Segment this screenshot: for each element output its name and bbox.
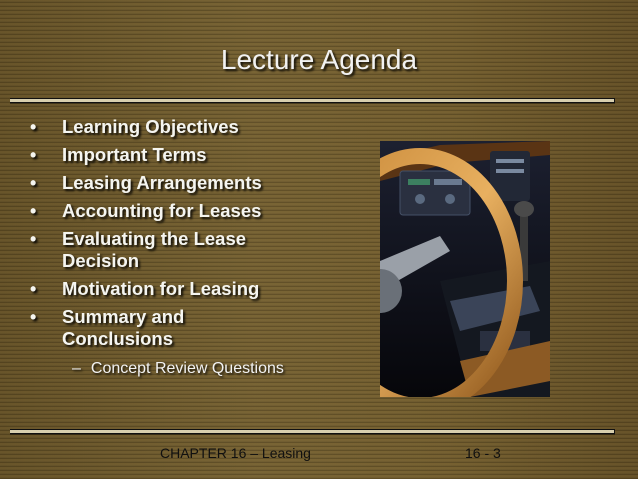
agenda-list [30,116,370,356]
agenda-item-accounting-for-leases [30,200,370,222]
bullet-icon: • [30,307,37,327]
sub-bullet-label: Concept Review Questions [90,360,284,377]
agenda-item-label: Learning Objectives [62,116,239,137]
bullet-icon: • [30,279,37,299]
agenda-item-label: Motivation for Leasing [62,278,260,299]
agenda-item-summary-conclusions [30,306,212,350]
bullet-icon: • [30,229,37,249]
footer-page-number: 16 - 3 [465,445,501,461]
sub-bullet-concept-review [72,360,284,378]
bullet-icon: • [30,201,37,221]
bullet-icon: • [30,173,37,193]
agenda-item-leasing-arrangements [30,172,370,194]
agenda-item-label: Evaluating the Lease Decision [62,228,247,271]
car-interior-photo [380,141,550,397]
dash-icon: – [72,360,81,377]
bullet-icon: • [30,145,37,165]
slide-title: Lecture Agenda [220,44,418,75]
agenda-item-label: Summary and Conclusions [62,306,185,349]
agenda-item-label: Leasing Arrangements [62,172,262,193]
agenda-item-label: Important Terms [62,144,207,165]
bullet-icon: • [30,117,37,137]
bottom-divider [10,429,615,434]
agenda-item-label: Accounting for Leases [62,200,262,221]
agenda-item-evaluating-lease-decision [30,228,292,272]
agenda-item-motivation-for-leasing [30,278,370,300]
agenda-item-learning-objectives [30,116,370,138]
top-divider [10,98,615,103]
agenda-item-important-terms [30,144,370,166]
footer-chapter: CHAPTER 16 – Leasing [160,445,311,461]
steering-wheel-illustration [380,141,550,397]
